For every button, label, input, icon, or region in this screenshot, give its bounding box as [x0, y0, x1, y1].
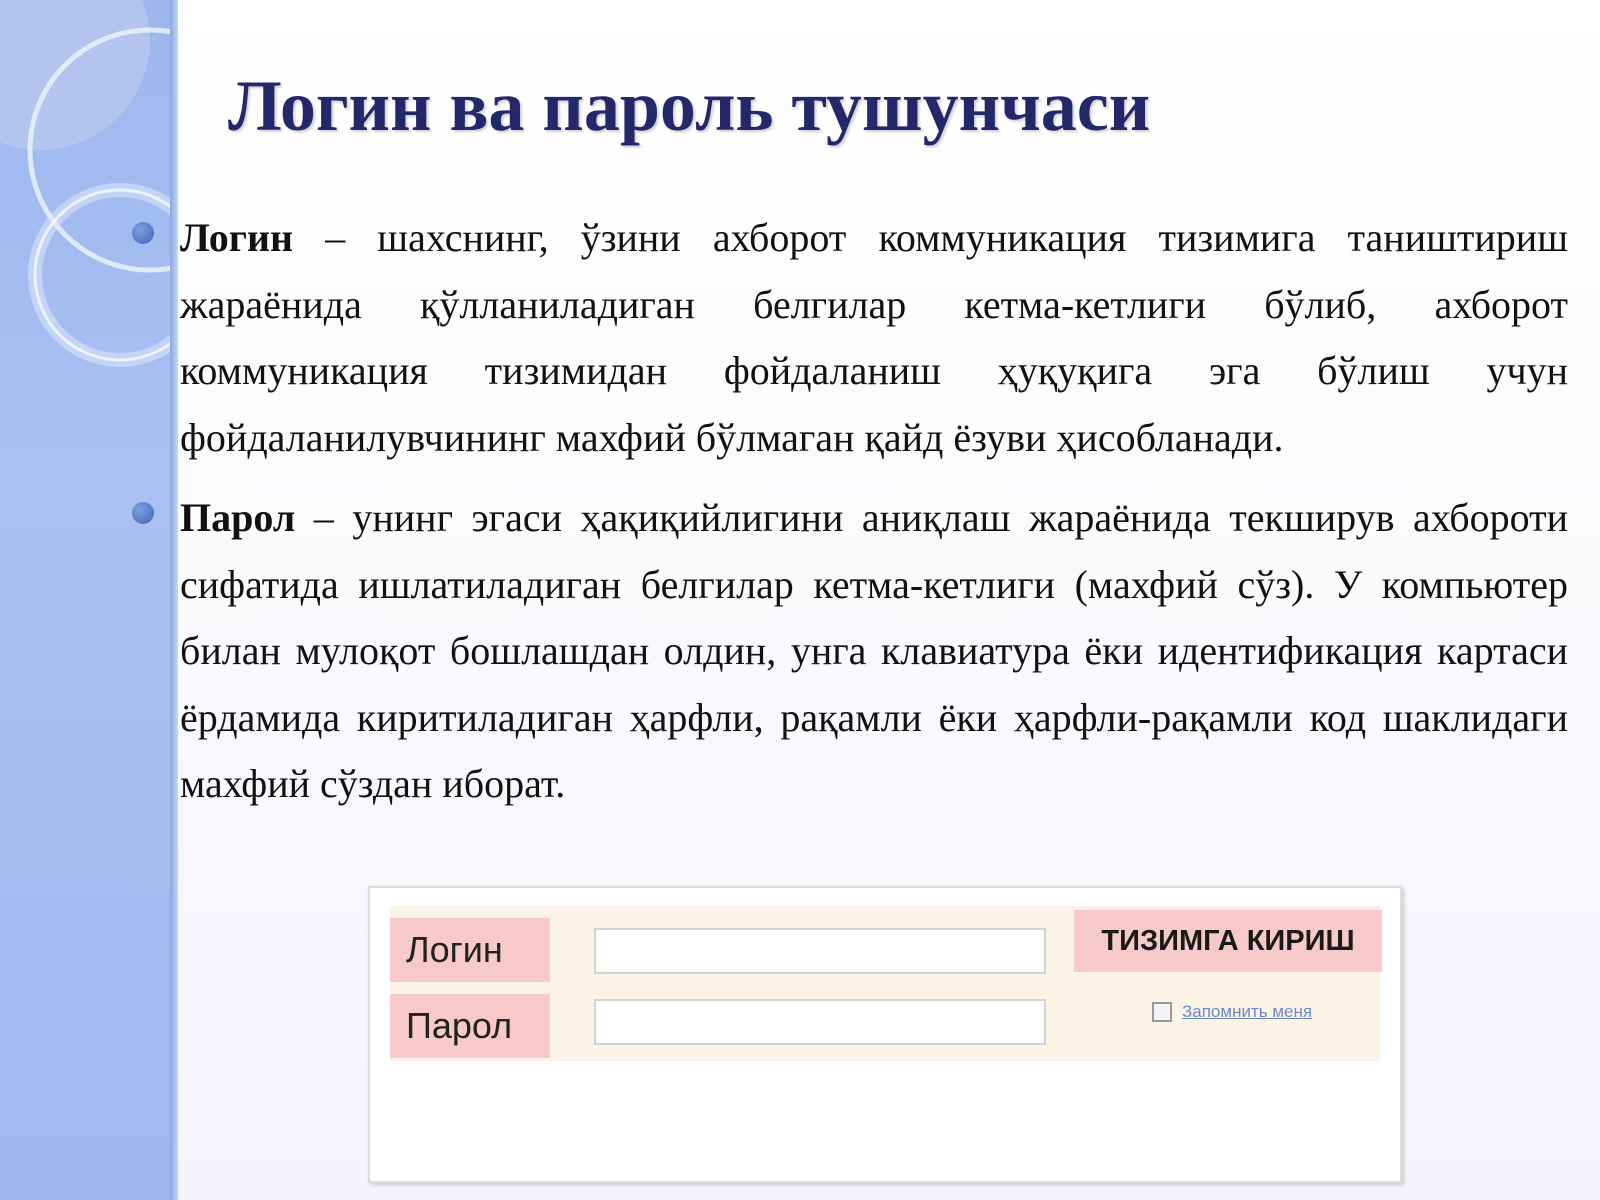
slide-title: Логин ва пароль тушунчаси — [228, 66, 1151, 146]
bullet-dot-icon — [132, 502, 154, 524]
bullet-text — [180, 485, 1568, 818]
remember-me-label[interactable]: Запомнить меня — [1182, 1002, 1313, 1021]
remember-me[interactable] — [1152, 1000, 1312, 1024]
bullet-item-password — [180, 485, 1568, 818]
bullet-term: Логин — [180, 215, 294, 260]
password-label: Парол — [390, 994, 550, 1058]
sidebar-edge — [170, 0, 178, 1200]
login-submit-button[interactable]: ТИЗИМГА КИРИШ — [1074, 910, 1382, 972]
password-input[interactable] — [594, 999, 1046, 1045]
decorative-sidebar — [0, 0, 176, 1200]
login-panel — [390, 906, 1380, 1061]
bullet-definition: – унинг эгаси ҳақиқийлигини аниқлаш жараёнида текширув ахбороти сифатида ишлатиладиган белгилар кетма-кетлиги (махфий сўз). У компьютер билан мулоқот бошлашдан олдин, унга клавиатура ёки идентификация картаси ёрдамида киритиладиган ҳарфли, рақамли ёки ҳарфли-рақамли код шаклидаги махфий сўздан иборат. — [180, 495, 1568, 806]
login-form-illustration — [368, 886, 1402, 1183]
login-input[interactable] — [594, 928, 1046, 974]
decorative-circles — [0, 0, 176, 400]
login-label: Логин — [390, 918, 550, 982]
bullet-text — [180, 205, 1568, 471]
remember-me-checkbox[interactable] — [1152, 1002, 1172, 1022]
bullet-definition: – шахснинг, ўзини ахборот коммуникация тизимига таништириш жараёнида қўлланиладиган белгилар кетма-кетлиги бўлиб, ахборот коммуникация тизимидан фойдаланиш ҳуқуқига эга бўлиш учун фойдаланилувчининг махфий бўлмаган қайд ёзуви ҳисобланади. — [180, 215, 1568, 460]
bullet-item-login — [180, 205, 1568, 471]
bullet-dot-icon — [132, 222, 154, 244]
bullet-term: Парол — [180, 495, 296, 540]
bullet-list — [180, 205, 1568, 832]
